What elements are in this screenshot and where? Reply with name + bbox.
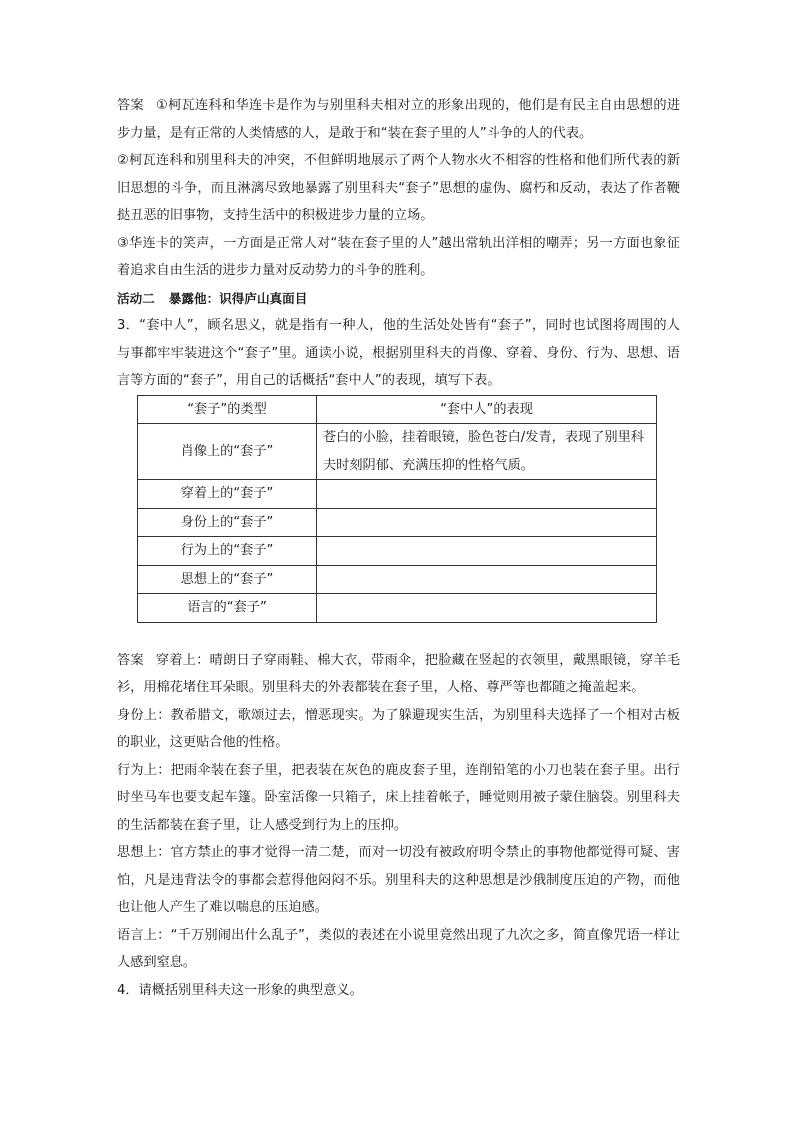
answer-paragraph-8: 语言上：“千万别闹出什么乱子”，类似的表述在小说里竟然出现了九次之多，简直像咒语一样让人感到窒息。: [117, 927, 680, 970]
table-cell-type: 语言的“套子”: [138, 594, 317, 623]
table-cell-type: 身份上的“套子”: [138, 508, 317, 537]
table-cell-type: 穿着上的“套子”: [138, 480, 317, 509]
answer-paragraph-5: 身份上：教希腊文，歌颂过去，憎恶现实。为了躲避现实生活，为别里科夫选择了一个相对古板的职业，这更贴合他的性格。: [117, 707, 680, 750]
question-3: 3．“套中人”，顾名思义，就是指有一种人，他的生活处处皆有“套子”，同时也试图将周围的人与事都牢牢装进这个“套子”里。通读小说，根据别里科夫的肖像、穿着、身份、行为、思想、语言等方面的“套子”，用自己的话概括“套中人”的表现，填写下表。: [117, 318, 680, 388]
activity-title: 暴露他：识得庐山真面目: [168, 290, 308, 306]
table-row: [138, 565, 657, 594]
answer-paragraph-4: [117, 647, 680, 702]
table-row: [138, 480, 657, 509]
costume-table: [137, 395, 657, 623]
table-header-type: “套子”的类型: [138, 395, 317, 424]
table-cell-desc: [317, 594, 657, 623]
table-row: [138, 424, 657, 480]
table-cell-type: 肖像上的“套子”: [138, 424, 317, 480]
answer-paragraph-1: [117, 92, 680, 147]
table-row: [138, 508, 657, 537]
table-row: [138, 537, 657, 566]
table-header-row: [138, 395, 657, 424]
answer-label: 答案: [117, 652, 144, 668]
activity-label: 活动二: [117, 290, 155, 306]
answer-paragraph-3: ③华连卡的笑声，一方面是正常人对“装在套子里的人”越出常轨出洋相的嘲弄；另一方面也象征着追求自由生活的进步力量对反动势力的斗争的胜利。: [117, 235, 680, 278]
answer-paragraph-7: 思想上：官方禁止的事才觉得一清二楚，而对一切没有被政府明令禁止的事物他都觉得可疑、害怕，凡是违背法令的事都会惹得他闷闷不乐。别里科夫的这种思想是沙俄制度压迫的产物，而他也让他人产生了难以喘息的压迫感。: [117, 845, 680, 915]
answer-paragraph-6: 行为上：把雨伞装在套子里，把表装在灰色的鹿皮套子里，连削铅笔的小刀也装在套子里。出行时坐马车也要支起车篷。卧室活像一只箱子，床上挂着帐子，睡觉则用被子蒙住脑袋。别里科夫的生活都装在套子里，让人感受到行为上的压抑。: [117, 762, 680, 833]
answer-paragraph-2: ②柯瓦连科和别里科夫的冲突，不但鲜明地展示了两个人物水火不相容的性格和他们所代表的新旧思想的斗争，而且淋漓尽致地暴露了别里科夫“套子”思想的虚伪、腐朽和反动，表达了作者鞭挞丑恶的旧事物，支持生活中的积极进步力量的立场。: [117, 153, 680, 223]
table-header-desc: “套中人”的表现: [317, 395, 657, 424]
answer-label: 答案: [117, 98, 144, 113]
table-cell-type: 行为上的“套子”: [138, 537, 317, 566]
table-cell-desc: [317, 508, 657, 537]
table-cell-type: 思想上的“套子”: [138, 565, 317, 594]
table-cell-desc: [317, 537, 657, 566]
table-cell-desc: 苍白的小脸，挂着眼镜，脸色苍白/发青，表现了别里科夫时刻阴郁、充满压抑的性格气质。: [317, 424, 657, 480]
answer-text: ①柯瓦连科和华连卡是作为与别里科夫相对立的形象出现的，他们是有民主自由思想的进步力量，是有正常的人类情感的人，是敢于和“装在套子里的人”斗争的人的代表。: [117, 98, 681, 141]
table-row: [138, 594, 657, 623]
activity-heading: [117, 285, 680, 313]
table-cell-desc: [317, 565, 657, 594]
document-page: [117, 92, 680, 1004]
table-cell-desc: [317, 480, 657, 509]
answer-text: 穿着上：晴朗日子穿雨鞋、棉大衣，带雨伞，把脸藏在竖起的衣领里，戴黑眼镜，穿羊毛衫，用棉花堵住耳朵眼。别里科夫的外表都装在套子里，人格、尊严等也都随之掩盖起来。: [117, 652, 680, 695]
question-4: 4．请概括别里科夫这一形象的典型意义。: [117, 982, 363, 998]
